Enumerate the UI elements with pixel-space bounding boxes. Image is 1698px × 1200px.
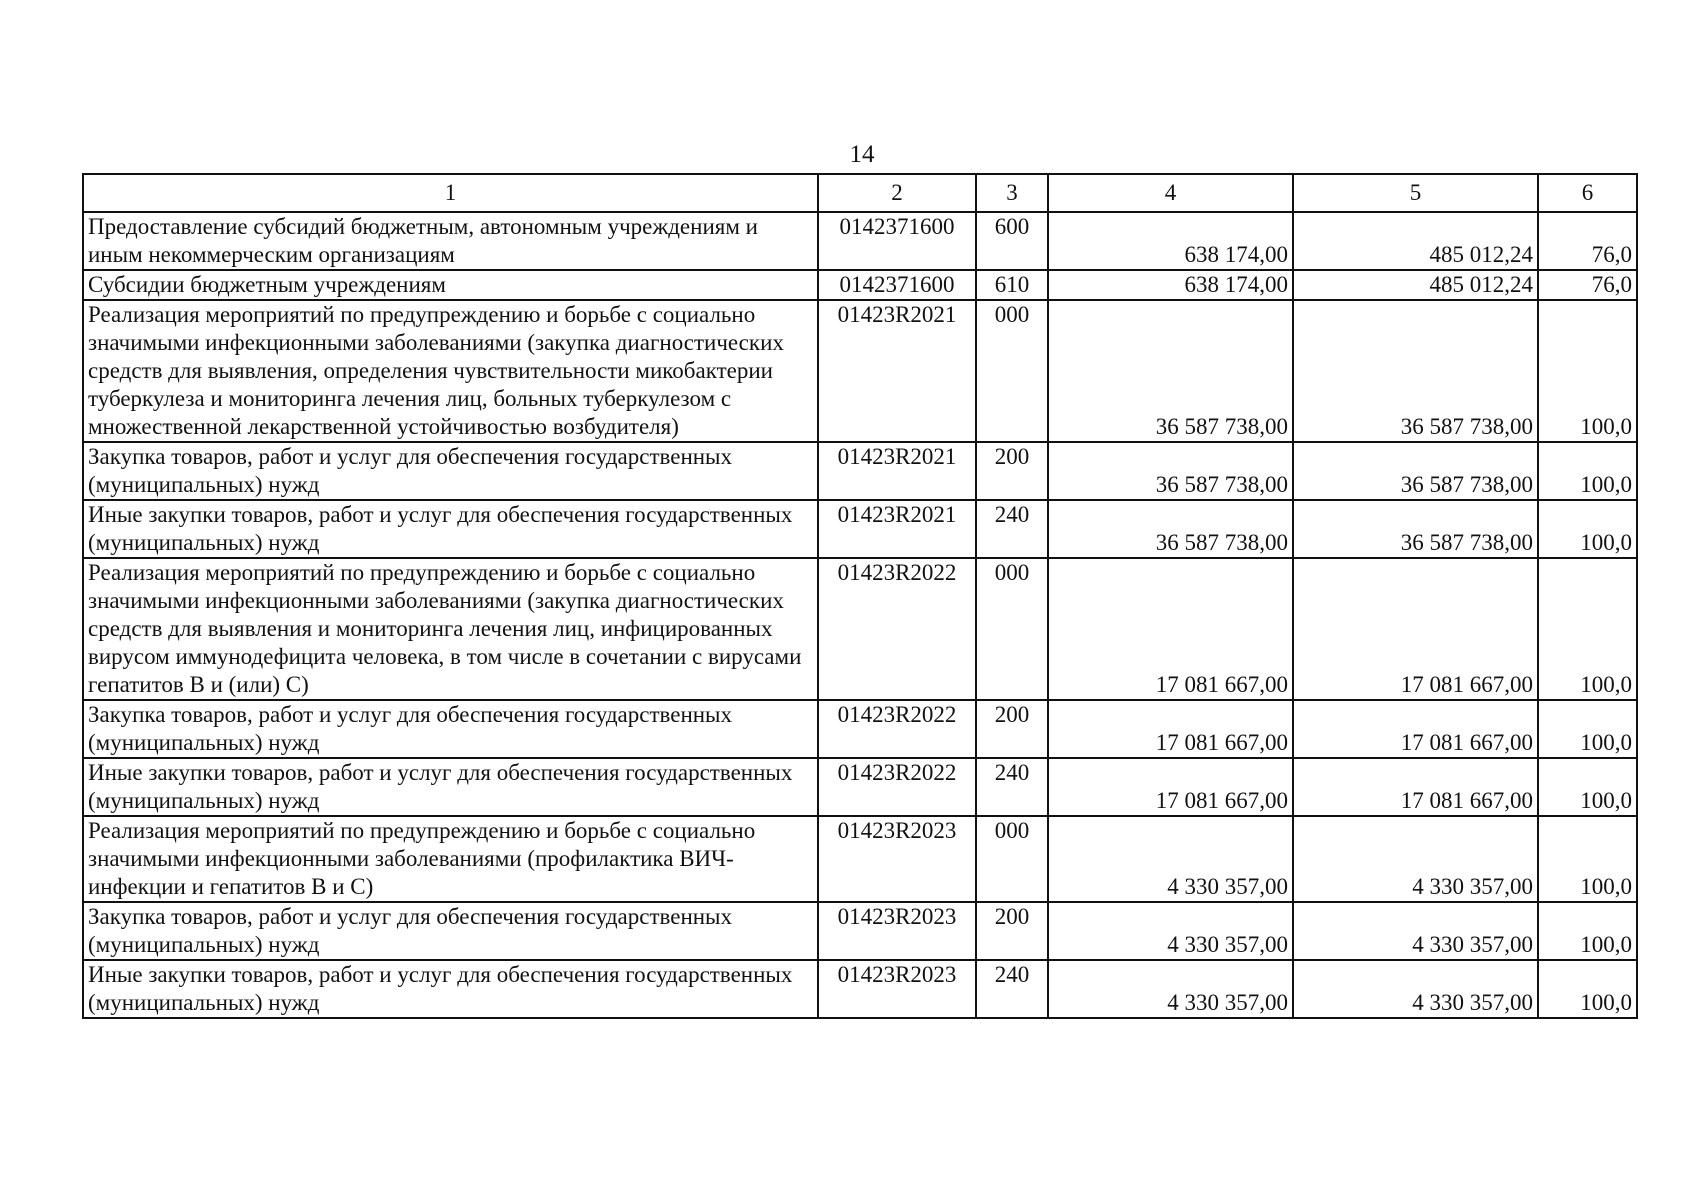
executed-amount-cell: 485 012,24	[1293, 270, 1538, 300]
percent-cell: 100,0	[1538, 960, 1637, 1018]
planned-amount-cell: 638 174,00	[1048, 270, 1293, 300]
expense-type-cell: 600	[976, 212, 1048, 270]
percent-cell: 100,0	[1538, 442, 1637, 500]
executed-amount-cell: 36 587 738,00	[1293, 300, 1538, 442]
expense-type-cell: 240	[976, 500, 1048, 558]
percent-cell: 100,0	[1538, 700, 1637, 758]
expense-name-cell: Закупка товаров, работ и услуг для обеспечения государственных (муниципальных) нужд	[83, 902, 818, 960]
target-code-cell: 01423R2022	[818, 758, 976, 816]
planned-amount-cell: 4 330 357,00	[1048, 960, 1293, 1018]
percent-cell: 76,0	[1538, 270, 1637, 300]
target-code-cell: 01423R2021	[818, 500, 976, 558]
column-header: 1	[83, 174, 818, 212]
target-code-cell: 01423R2023	[818, 816, 976, 902]
expense-type-cell: 240	[976, 758, 1048, 816]
table-row	[83, 442, 1637, 500]
header-row	[83, 174, 1637, 212]
target-code-cell: 0142371600	[818, 212, 976, 270]
planned-amount-cell: 4 330 357,00	[1048, 902, 1293, 960]
target-code-cell: 01423R2022	[818, 700, 976, 758]
planned-amount-cell: 17 081 667,00	[1048, 758, 1293, 816]
executed-amount-cell: 4 330 357,00	[1293, 960, 1538, 1018]
target-code-cell: 01423R2021	[818, 442, 976, 500]
column-header: 6	[1538, 174, 1637, 212]
planned-amount-cell: 638 174,00	[1048, 212, 1293, 270]
table-row	[83, 816, 1637, 902]
column-header: 4	[1048, 174, 1293, 212]
target-code-cell: 01423R2022	[818, 558, 976, 700]
target-code-cell: 01423R2021	[818, 300, 976, 442]
expense-type-cell: 240	[976, 960, 1048, 1018]
table-body	[83, 212, 1637, 1018]
column-header: 3	[976, 174, 1048, 212]
expense-type-cell: 200	[976, 902, 1048, 960]
table-row	[83, 700, 1637, 758]
planned-amount-cell: 17 081 667,00	[1048, 558, 1293, 700]
planned-amount-cell: 36 587 738,00	[1048, 300, 1293, 442]
expense-name-cell: Реализация мероприятий по предупреждению и борьбе с социально значимыми инфекционными заболеваниями (профилактика ВИЧ-инфекции и гепатитов B и C)	[83, 816, 818, 902]
executed-amount-cell: 17 081 667,00	[1293, 700, 1538, 758]
expense-name-cell: Предоставление субсидий бюджетным, автономным учреждениям и иным некоммерческим организациям	[83, 212, 818, 270]
expense-type-cell: 000	[976, 816, 1048, 902]
executed-amount-cell: 4 330 357,00	[1293, 902, 1538, 960]
planned-amount-cell: 36 587 738,00	[1048, 442, 1293, 500]
target-code-cell: 01423R2023	[818, 960, 976, 1018]
expense-name-cell: Закупка товаров, работ и услуг для обеспечения государственных (муниципальных) нужд	[83, 442, 818, 500]
table-row	[83, 212, 1637, 270]
budget-table	[82, 173, 1638, 1019]
column-header: 2	[818, 174, 976, 212]
executed-amount-cell: 36 587 738,00	[1293, 500, 1538, 558]
percent-cell: 76,0	[1538, 212, 1637, 270]
planned-amount-cell: 17 081 667,00	[1048, 700, 1293, 758]
planned-amount-cell: 36 587 738,00	[1048, 500, 1293, 558]
percent-cell: 100,0	[1538, 816, 1637, 902]
expense-type-cell: 200	[976, 442, 1048, 500]
page-number: 14	[849, 141, 875, 168]
expense-name-cell: Иные закупки товаров, работ и услуг для обеспечения государственных (муниципальных) нужд	[83, 500, 818, 558]
target-code-cell: 0142371600	[818, 270, 976, 300]
table-row	[83, 902, 1637, 960]
executed-amount-cell: 17 081 667,00	[1293, 558, 1538, 700]
expense-type-cell: 200	[976, 700, 1048, 758]
percent-cell: 100,0	[1538, 558, 1637, 700]
expense-type-cell: 000	[976, 300, 1048, 442]
expense-name-cell: Иные закупки товаров, работ и услуг для обеспечения государственных (муниципальных) нужд	[83, 758, 818, 816]
percent-cell: 100,0	[1538, 300, 1637, 442]
table-row	[83, 558, 1637, 700]
expense-type-cell: 610	[976, 270, 1048, 300]
percent-cell: 100,0	[1538, 758, 1637, 816]
table-row	[83, 270, 1637, 300]
executed-amount-cell: 36 587 738,00	[1293, 442, 1538, 500]
executed-amount-cell: 485 012,24	[1293, 212, 1538, 270]
executed-amount-cell: 4 330 357,00	[1293, 816, 1538, 902]
table-row	[83, 960, 1637, 1018]
percent-cell: 100,0	[1538, 500, 1637, 558]
table-row	[83, 300, 1637, 442]
table-row	[83, 500, 1637, 558]
expense-name-cell: Закупка товаров, работ и услуг для обеспечения государственных (муниципальных) нужд	[83, 700, 818, 758]
column-header: 5	[1293, 174, 1538, 212]
percent-cell: 100,0	[1538, 902, 1637, 960]
expense-name-cell: Иные закупки товаров, работ и услуг для обеспечения государственных (муниципальных) нужд	[83, 960, 818, 1018]
expense-type-cell: 000	[976, 558, 1048, 700]
expense-name-cell: Реализация мероприятий по предупреждению и борьбе с социально значимыми инфекционными заболеваниями (закупка диагностических средств для выявления и мониторинга лечения лиц, инфицированных вирусом иммунодефицита человека, в том числе в сочетании с вирусами гепатитов B и (или) C)	[83, 558, 818, 700]
target-code-cell: 01423R2023	[818, 902, 976, 960]
table-header	[83, 174, 1637, 212]
executed-amount-cell: 17 081 667,00	[1293, 758, 1538, 816]
table-row	[83, 758, 1637, 816]
expense-name-cell: Субсидии бюджетным учреждениям	[83, 270, 818, 300]
expense-name-cell: Реализация мероприятий по предупреждению и борьбе с социально значимыми инфекционными заболеваниями (закупка диагностических средств для выявления, определения чувствительности микобактерии туберкулеза и мониторинга лечения лиц, больных туберкулезом с множественной лекарственной устойчивостью возбудителя)	[83, 300, 818, 442]
planned-amount-cell: 4 330 357,00	[1048, 816, 1293, 902]
